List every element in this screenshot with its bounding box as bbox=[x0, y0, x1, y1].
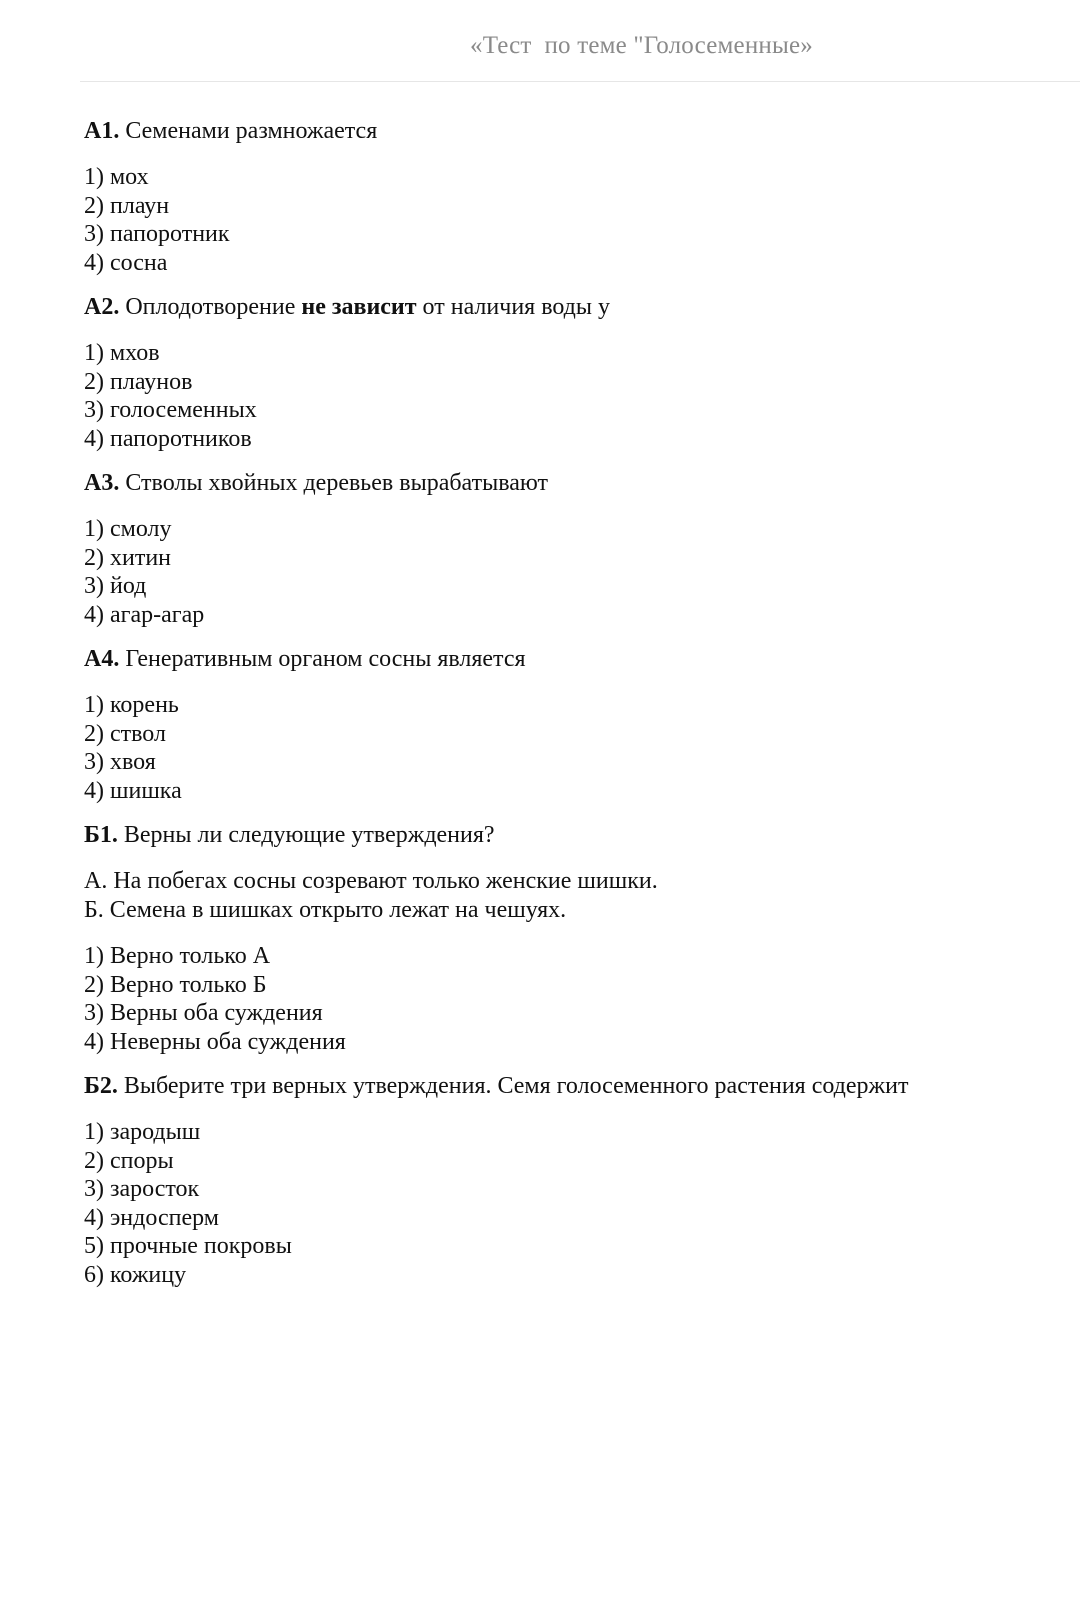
question-number: А4. bbox=[84, 646, 120, 672]
question-a1 bbox=[84, 117, 1074, 277]
header-divider bbox=[80, 81, 1080, 82]
question-text: Стволы хвойных деревьев вырабатывают bbox=[119, 470, 548, 496]
statements bbox=[84, 867, 1074, 924]
page-header bbox=[0, 30, 1080, 85]
answer-option: 1) зародыш bbox=[84, 1119, 201, 1145]
question-a3 bbox=[84, 469, 1074, 629]
question-text-end: от наличия воды у bbox=[416, 294, 611, 320]
document-title: «Тест по теме "Голосеменные» bbox=[470, 32, 813, 59]
answer-option: 4) шишка bbox=[84, 777, 182, 804]
answer-option: 1) корень bbox=[84, 692, 179, 718]
question-prompt bbox=[84, 117, 1074, 145]
question-text: Генеративным органом сосны является bbox=[119, 646, 526, 672]
question-text: Оплодотворение bbox=[119, 294, 302, 320]
question-number: А3. bbox=[84, 470, 120, 496]
answer-option: 3) Верны оба суждения bbox=[84, 1000, 323, 1026]
answer-option: 4) папоротников bbox=[84, 425, 252, 452]
answer-option: 3) папоротник bbox=[84, 221, 230, 247]
question-prompt bbox=[84, 469, 1074, 497]
answer-option: 3) хвоя bbox=[84, 749, 156, 775]
question-a2 bbox=[84, 293, 1074, 453]
question-prompt bbox=[84, 821, 1074, 849]
answer-option: 2) хитин bbox=[84, 544, 172, 571]
question-number: А2. bbox=[84, 294, 120, 320]
answer-option: 5) прочные покровы bbox=[84, 1233, 292, 1259]
answer-option: 3) голосеменных bbox=[84, 397, 257, 423]
test-content bbox=[84, 117, 1074, 1305]
answer-option: 2) Верно только Б bbox=[84, 971, 267, 998]
question-number: Б2. bbox=[84, 1073, 118, 1099]
question-text: Семенами размножается bbox=[119, 118, 378, 144]
question-number: Б1. bbox=[84, 822, 118, 848]
answer-option: 6) кожицу bbox=[84, 1261, 187, 1288]
answer-option: 1) мох bbox=[84, 164, 149, 190]
answer-options bbox=[84, 942, 1074, 1056]
question-b1 bbox=[84, 821, 1074, 1056]
answer-option: 1) Верно только А bbox=[84, 943, 271, 969]
answer-option: 4) сосна bbox=[84, 249, 168, 276]
answer-option: 1) смолу bbox=[84, 516, 172, 542]
question-prompt bbox=[84, 293, 1074, 321]
question-text: Верны ли следующие утверждения? bbox=[117, 822, 495, 848]
answer-option: 2) споры bbox=[84, 1147, 174, 1174]
answer-option: 1) мхов bbox=[84, 340, 160, 366]
question-prompt bbox=[84, 645, 1074, 673]
answer-options bbox=[84, 163, 1074, 277]
question-text: Выберите три верных утверждения. Семя голосеменного растения содержит bbox=[117, 1073, 909, 1099]
question-number: А1. bbox=[84, 118, 120, 144]
statement: А. На побегах сосны созревают только женские шишки. bbox=[84, 868, 658, 894]
question-emphasis: не зависит bbox=[301, 294, 417, 320]
answer-options bbox=[84, 515, 1074, 629]
answer-options bbox=[84, 339, 1074, 453]
answer-option: 3) йод bbox=[84, 573, 147, 599]
answer-option: 2) ствол bbox=[84, 720, 166, 747]
answer-option: 4) Неверны оба суждения bbox=[84, 1028, 346, 1055]
answer-options bbox=[84, 1118, 1074, 1289]
answer-option: 4) эндосперм bbox=[84, 1204, 219, 1231]
answer-option: 2) плаун bbox=[84, 192, 170, 219]
answer-option: 3) заросток bbox=[84, 1176, 200, 1202]
question-a4 bbox=[84, 645, 1074, 805]
answer-options bbox=[84, 691, 1074, 805]
question-prompt bbox=[84, 1072, 1074, 1100]
answer-option: 4) агар-агар bbox=[84, 601, 205, 628]
statement: Б. Семена в шишках открыто лежат на чешуях. bbox=[84, 896, 567, 923]
question-b2 bbox=[84, 1072, 1074, 1289]
answer-option: 2) плаунов bbox=[84, 368, 193, 395]
